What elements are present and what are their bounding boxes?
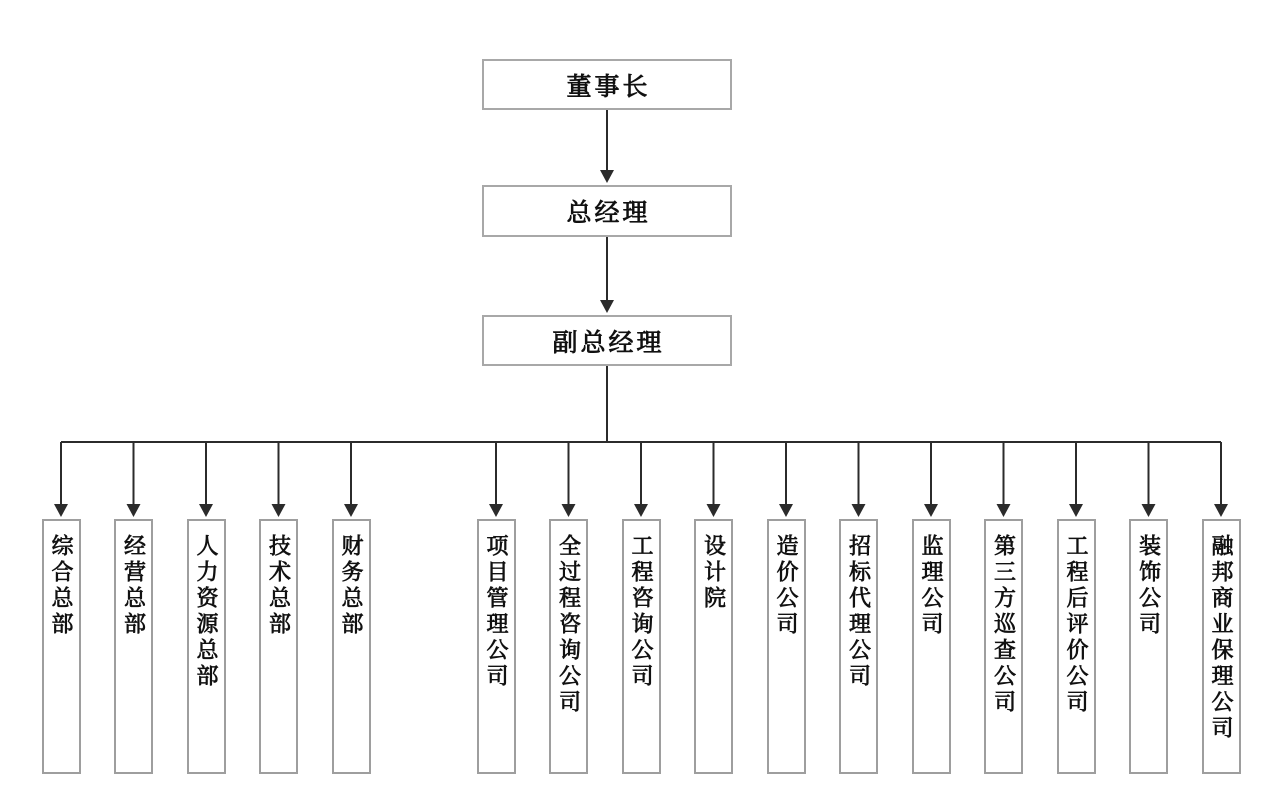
leaf-node <box>549 519 588 774</box>
leaf-node <box>259 519 298 774</box>
leaf-node <box>839 519 878 774</box>
arrowhead-drop-5 <box>344 504 358 517</box>
leaf-node <box>694 519 733 774</box>
leaf-node <box>114 519 153 774</box>
leaf-node <box>42 519 81 774</box>
leaf-node-label: 技术总部 <box>266 534 292 638</box>
node-chairman-label: 董事长 <box>566 72 651 101</box>
leaf-node <box>622 519 661 774</box>
arrowhead-drop-10 <box>779 504 793 517</box>
leaf-node <box>1057 519 1096 774</box>
arrowhead-drop-15 <box>1142 504 1156 517</box>
arrowhead-drop-13 <box>997 504 1011 517</box>
arrowhead-drop-12 <box>924 504 938 517</box>
leaf-node-label: 造价公司 <box>774 534 799 638</box>
leaf-node <box>1129 519 1168 774</box>
node-deputy-general-manager <box>482 315 732 366</box>
leaf-node-label: 招标代理公司 <box>846 534 872 690</box>
arrowhead-drop-8 <box>634 504 648 517</box>
leaf-node-label: 综合总部 <box>49 534 74 638</box>
arrowhead-drop-9 <box>707 504 721 517</box>
leaf-node-label: 装饰公司 <box>1136 534 1162 638</box>
leaf-node <box>767 519 806 774</box>
leaf-node-label: 财务总部 <box>339 534 364 638</box>
arrowhead-drop-4 <box>272 504 286 517</box>
leaf-node-label: 设计院 <box>701 534 727 612</box>
leaf-node <box>984 519 1023 774</box>
node-general-manager-label: 总经理 <box>566 199 651 227</box>
arrowhead-level2 <box>600 170 614 183</box>
leaf-node-label: 监理公司 <box>919 534 944 638</box>
arrowhead-drop-14 <box>1069 504 1083 517</box>
node-chairman <box>482 59 732 110</box>
leaf-node-label: 第三方巡查公司 <box>991 534 1017 716</box>
leaf-node <box>187 519 226 774</box>
leaf-node-label: 经营总部 <box>121 534 147 638</box>
arrowhead-drop-6 <box>489 504 503 517</box>
node-general-manager <box>482 185 732 237</box>
arrowhead-drop-3 <box>199 504 213 517</box>
leaf-node-label: 项目管理公司 <box>484 534 509 690</box>
node-deputy-general-manager-label: 副总经理 <box>552 328 665 357</box>
arrowhead-drop-7 <box>562 504 576 517</box>
leaf-node-label: 全过程咨询公司 <box>556 534 582 716</box>
leaf-node <box>332 519 371 774</box>
leaf-node <box>1202 519 1241 774</box>
leaf-node-label: 工程咨询公司 <box>629 534 654 690</box>
leaf-node <box>477 519 516 774</box>
arrowhead-level3 <box>600 300 614 313</box>
arrowhead-drop-1 <box>54 504 68 517</box>
arrowhead-drop-11 <box>852 504 866 517</box>
leaf-node-label: 工程后评价公司 <box>1064 534 1089 716</box>
leaf-node <box>912 519 951 774</box>
arrowhead-drop-16 <box>1214 504 1228 517</box>
arrowhead-drop-2 <box>127 504 141 517</box>
leaf-node-label: 融邦商业保理公司 <box>1209 534 1234 742</box>
leaf-node-label: 人力资源总部 <box>194 534 219 690</box>
